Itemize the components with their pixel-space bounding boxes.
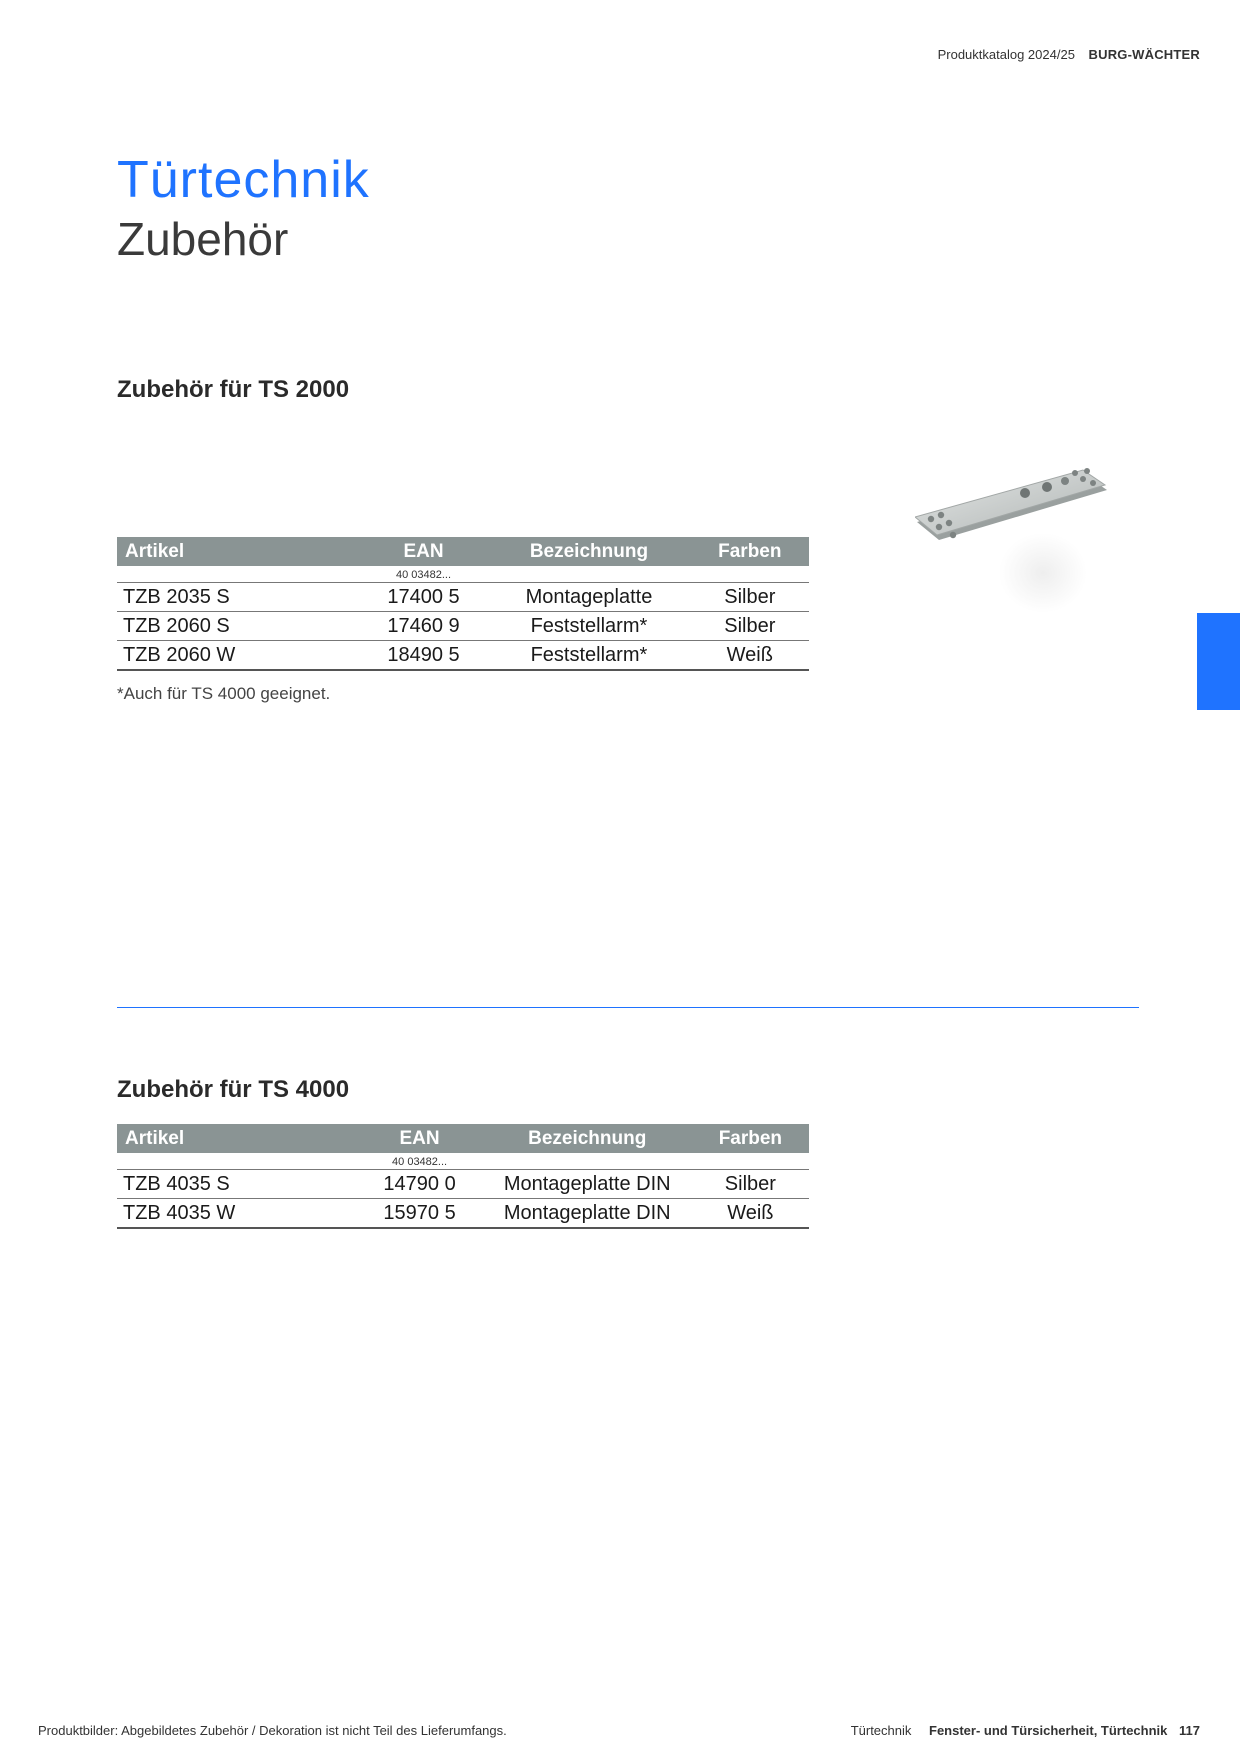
cell-ean: 17460 9 <box>360 612 488 641</box>
cell-artikel: TZB 2035 S <box>117 583 360 612</box>
cell-farbe: Weiß <box>691 641 809 671</box>
section-heading-ts4000: Zubehör für TS 4000 <box>117 1076 350 1103</box>
column-header-artikel: Artikel <box>117 537 360 567</box>
mounting-plate-image <box>915 445 1130 625</box>
cell-farbe: Silber <box>691 612 809 641</box>
cell-artikel: TZB 4035 W <box>117 1199 356 1229</box>
table-row <box>117 1199 809 1229</box>
page-title: Türtechnik <box>117 151 370 209</box>
column-header-artikel: Artikel <box>117 1124 356 1154</box>
catalog-label: Produktkatalog 2024/25 <box>937 47 1075 62</box>
chapter-tab-marker <box>1197 613 1240 710</box>
page-number: 117 <box>1179 1723 1200 1738</box>
cell-farbe: Silber <box>691 583 809 612</box>
footer-chapter: Türtechnik <box>850 1723 912 1738</box>
table-row <box>117 1170 809 1199</box>
column-header-bezeichnung: Bezeichnung <box>487 537 690 567</box>
cell-bezeichnung: Montageplatte DIN <box>483 1199 692 1229</box>
ean-prefix: 40 03482... <box>360 567 488 583</box>
page-footer <box>851 1723 1200 1738</box>
table-row <box>117 583 809 612</box>
column-header-bezeichnung: Bezeichnung <box>483 1124 692 1154</box>
section-divider <box>117 1007 1139 1008</box>
cell-artikel: TZB 2060 S <box>117 612 360 641</box>
cell-ean: 17400 5 <box>360 583 488 612</box>
footer-disclaimer: Produktbilder: Abgebildetes Zubehör / Dekoration ist nicht Teil des Lieferumfangs. <box>38 1723 507 1738</box>
cell-artikel: TZB 4035 S <box>117 1170 356 1199</box>
cell-farbe: Weiß <box>692 1199 809 1229</box>
cell-artikel: TZB 2060 W <box>117 641 360 671</box>
column-header-farben: Farben <box>692 1124 809 1154</box>
column-header-farben: Farben <box>691 537 809 567</box>
cell-bezeichnung: Montageplatte <box>487 583 690 612</box>
table-row <box>117 612 809 641</box>
column-header-ean: EAN <box>356 1124 482 1154</box>
product-table-ts2000 <box>117 537 809 671</box>
ean-prefix: 40 03482... <box>356 1154 482 1170</box>
cell-bezeichnung: Feststellarm* <box>487 641 690 671</box>
page-subtitle: Zubehör <box>117 213 289 265</box>
brand-name: BURG-WÄCHTER <box>1088 47 1200 62</box>
cell-ean: 18490 5 <box>360 641 488 671</box>
column-header-ean: EAN <box>360 537 488 567</box>
cell-bezeichnung: Montageplatte DIN <box>483 1170 692 1199</box>
footer-section: Fenster- und Türsicherheit, Türtechnik <box>929 1723 1168 1738</box>
table-row <box>117 641 809 671</box>
cell-farbe: Silber <box>692 1170 809 1199</box>
cell-ean: 14790 0 <box>356 1170 482 1199</box>
product-table-ts4000 <box>117 1124 809 1229</box>
page-header <box>938 47 1200 62</box>
section-heading-ts2000: Zubehör für TS 2000 <box>117 376 350 403</box>
cell-bezeichnung: Feststellarm* <box>487 612 690 641</box>
cell-ean: 15970 5 <box>356 1199 482 1229</box>
footnote: *Auch für TS 4000 geeignet. <box>117 684 331 703</box>
